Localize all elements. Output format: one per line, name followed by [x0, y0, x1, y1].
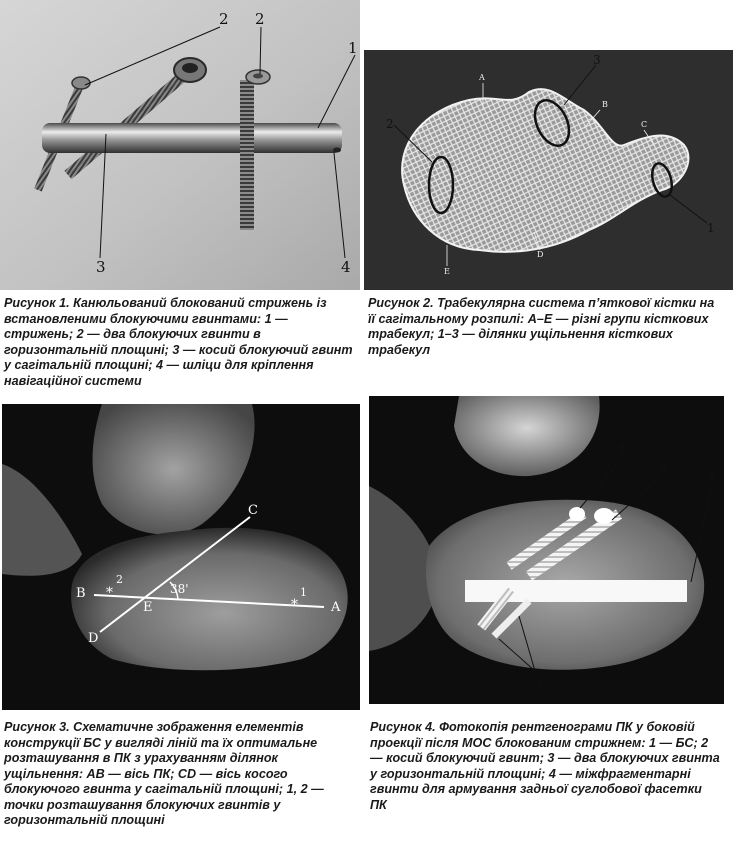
caption-3-text: Схематичне зображення елементів конструкції БС у вигляді ліній та їх оптимальне розташування в ПК з урахуванням ділянок ущільнення: АВ — вісь ПК; CD — вісь косого блокуючого гвинта у сагітальній площині; 1, 2 — точки розташування блокуючих гвинтів у горизонтальній площині — [4, 720, 324, 827]
fig3-label-B: B — [76, 586, 86, 601]
caption-figure-2 — [368, 296, 718, 358]
fig1-label-4: 4 — [341, 258, 351, 276]
fig1-label-1: 1 — [348, 39, 358, 57]
fig2-label-A: A — [479, 73, 485, 82]
fig3-label-E: E — [143, 600, 153, 615]
cannulated-nail-rod — [42, 123, 342, 153]
fig1-label-2b: 2 — [255, 10, 265, 28]
figure-4-xray — [369, 396, 724, 704]
caption-figure-1 — [4, 296, 360, 389]
fig2-label-E: E — [444, 267, 450, 276]
fig3-label-A: A — [331, 600, 341, 615]
caption-3-title: Рисунок 3. — [4, 720, 70, 734]
fig3-label-C: C — [248, 503, 258, 518]
caption-4-title: Рисунок 4. — [370, 720, 436, 734]
figure-2-photo — [364, 50, 733, 290]
fig2-label-D: D — [537, 250, 544, 259]
fig4-label-3: 3 — [534, 675, 543, 690]
fig3-label-D: D — [88, 631, 99, 646]
caption-4-text: Фотокопія рентгенограми ПК у боковій проекції після МОС блокованим стрижнем: 1 — БС; 2 — косий блокуючий гвинт; 3 — два блокуючих гвинта у горизонтальній площині; 4 — міжфрагментарні гвинти для армування задньої суглобової фасетки ПК — [370, 720, 720, 812]
fig4-label-4: 4 — [617, 443, 626, 458]
caption-1-text: Канюльований блокований стрижень із встановленими блокуючими гвинтами: 1 — стрижень; 2 — два блокуючих гвинти в горизонтальній площині; 3 — косий блокуючий гвинт у сагітальній площині; 4 — шліци для кріплення навігаційної системи — [4, 296, 353, 388]
fig2-label-3: 3 — [593, 53, 601, 67]
caption-figure-4 — [370, 720, 720, 813]
fig2-label-1: 1 — [707, 221, 715, 235]
caption-2-title: Рисунок 2. — [368, 296, 434, 310]
fig4-label-2: 2 — [659, 459, 668, 474]
caption-2-text: Трабекулярна система п’яткової кістки на її сагітальному розпилі: А–Е — різні групи кісткових трабекул; 1–3 — ділянки ущільнення кісткових трабекул — [368, 296, 715, 357]
fig2-label-B: B — [602, 100, 608, 109]
figure-3-xray — [2, 404, 360, 710]
caption-figure-3 — [4, 720, 360, 829]
fig3-point-1-mark: * — [291, 597, 298, 613]
fig3-label-angle: 38' — [170, 582, 189, 596]
fig3-label-point-1: 1 — [300, 586, 307, 599]
fig1-label-3: 3 — [96, 258, 106, 276]
fig1-label-2a: 2 — [219, 10, 229, 28]
fig3-label-point-2: 2 — [116, 573, 123, 586]
fig3-point-2-mark: * — [106, 585, 113, 601]
figure-1-photo — [0, 0, 360, 290]
fig4-label-1: 1 — [708, 472, 717, 487]
fig2-label-2: 2 — [386, 117, 394, 131]
caption-1-title: Рисунок 1. — [4, 296, 70, 310]
fig2-label-C: C — [641, 120, 648, 129]
